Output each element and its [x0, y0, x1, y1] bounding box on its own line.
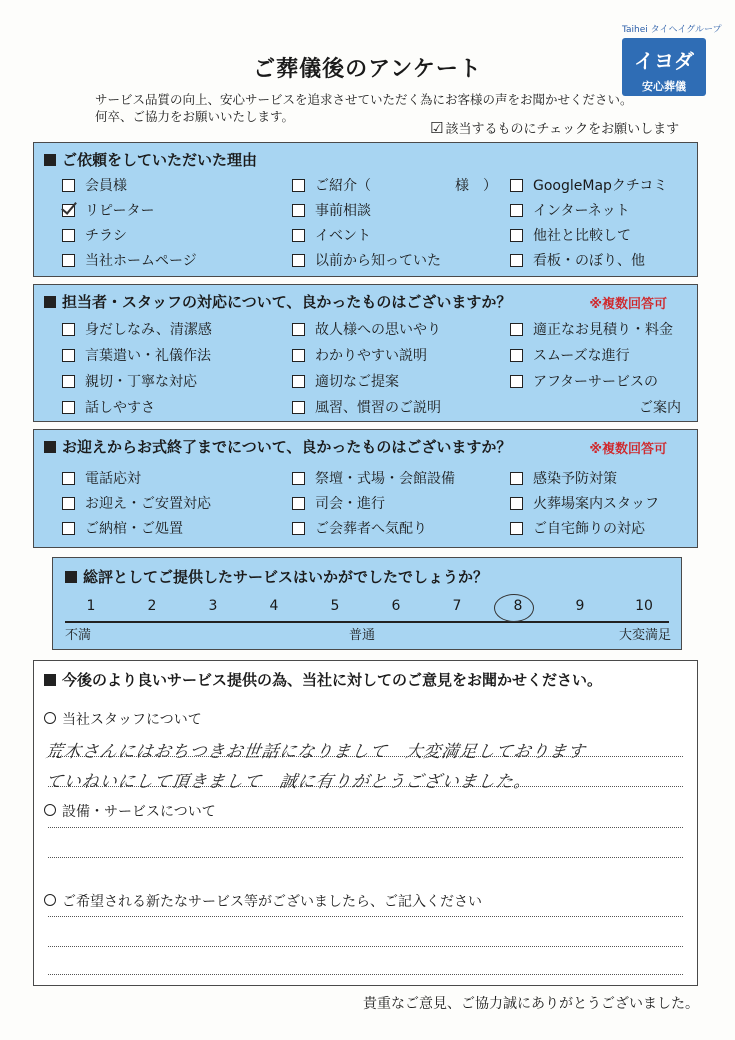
write-line[interactable]	[48, 974, 683, 975]
reason-heading: ご依頼をしていただいた理由	[44, 149, 257, 170]
checkbox[interactable]	[292, 323, 305, 336]
option-preconsult[interactable]: 事前相談	[292, 200, 371, 220]
option-appearance[interactable]: 身だしなみ、清潔感	[62, 319, 212, 339]
option-event[interactable]: イベント	[292, 225, 371, 245]
ceremony-heading: お迎えからお式終了までについて、良かったものはございますか？	[44, 436, 511, 457]
brand-logo	[622, 22, 722, 96]
checkbox[interactable]	[62, 229, 75, 242]
square-bullet-icon	[44, 674, 56, 686]
handwritten-comment-line-2: ていねいにして頂きまして 誠に有りがとうございました。	[44, 772, 534, 792]
rating-low-label: 不満	[65, 628, 92, 643]
square-bullet-icon	[44, 441, 56, 453]
option-mc[interactable]: 司会・進行	[292, 493, 385, 513]
brand-sub: 安心葬儀	[642, 80, 686, 93]
checkbox[interactable]	[510, 472, 523, 485]
option-member[interactable]: 会員様	[62, 175, 127, 195]
checkbox[interactable]	[62, 522, 75, 535]
option-customs[interactable]: 風習、慣習のご説明	[292, 397, 441, 417]
checkbox[interactable]	[292, 229, 305, 242]
multiple-answer-note: ※複数回答可	[589, 297, 667, 312]
write-line[interactable]	[48, 916, 683, 917]
write-line[interactable]	[48, 857, 683, 858]
checkbox[interactable]	[62, 401, 75, 414]
rating-panel	[52, 557, 682, 650]
reason-panel	[33, 142, 698, 277]
staff-heading: 担当者・スタッフの対応について、良かったものはございますか？	[44, 291, 511, 312]
circle-bullet-icon	[44, 804, 56, 816]
checkbox[interactable]	[62, 349, 75, 362]
checkbox[interactable]	[62, 497, 75, 510]
page-title: ご葬儀後のアンケート	[253, 57, 482, 82]
checkbox[interactable]	[510, 323, 523, 336]
option-proposal[interactable]: 適切なご提案	[292, 371, 399, 391]
checkbox[interactable]	[292, 401, 305, 414]
checkbox[interactable]	[510, 179, 523, 192]
checkbox[interactable]	[292, 254, 305, 267]
option-easy-talk[interactable]: 話しやすさ	[62, 397, 155, 417]
brand-group: Taihei タイヘイグループ	[622, 25, 722, 35]
checkbox[interactable]	[510, 204, 523, 217]
circle-bullet-icon	[44, 712, 56, 724]
option-knew-before[interactable]: 以前から知っていた	[292, 250, 441, 270]
write-line[interactable]	[48, 827, 683, 828]
checkbox[interactable]	[292, 375, 305, 388]
rating-option-3[interactable]: 3	[208, 598, 218, 614]
option-clear-explanation[interactable]: わかりやすい説明	[292, 345, 427, 365]
option-homepage[interactable]: 当社ホームページ	[62, 250, 197, 270]
check-instruction-text: 該当するものにチェックをお願いします	[445, 122, 680, 137]
option-home-decor[interactable]: ご自宅飾りの対応	[510, 518, 645, 538]
thank-you-footer: 貴重なご意見、ご協力誠にありがとうございました。	[363, 996, 699, 1012]
brand-badge	[622, 38, 706, 96]
rating-scale-line	[65, 621, 669, 623]
option-internet[interactable]: インターネット	[510, 200, 630, 220]
option-attendees[interactable]: ご会葬者へ気配り	[292, 518, 427, 538]
square-bullet-icon	[44, 154, 56, 166]
option-pickup[interactable]: お迎え・ご安置対応	[62, 493, 211, 513]
staff-comment-label: 当社スタッフについて	[44, 709, 202, 729]
handwritten-comment-line-1: 荒木さんにはおちつきお世話になりまして 大変満足しております	[44, 742, 587, 762]
rating-option-5[interactable]: 5	[330, 598, 340, 614]
option-manners[interactable]: 言葉遣い・礼儀作法	[62, 345, 211, 365]
checkbox[interactable]	[62, 254, 75, 267]
square-bullet-icon	[65, 571, 77, 583]
option-encoffin[interactable]: ご納棺・ご処置	[62, 518, 183, 538]
checkbox[interactable]	[292, 179, 305, 192]
intro-line-2: 何卒、ご協力をお願いいたします。	[95, 109, 295, 124]
rating-heading: 総評としてご提供したサービスはいかがでしたでしょうか？	[65, 566, 488, 587]
checkbox-checked[interactable]	[62, 204, 75, 217]
multiple-answer-note: ※複数回答可	[589, 442, 667, 457]
option-smooth-progress[interactable]: スムーズな進行	[510, 345, 630, 365]
rating-option-6[interactable]: 6	[391, 598, 401, 614]
rating-option-1[interactable]: 1	[86, 598, 96, 614]
rating-option-4[interactable]: 4	[269, 598, 279, 614]
rating-option-9[interactable]: 9	[575, 598, 585, 614]
rating-mid-label: 普通	[349, 628, 376, 643]
rating-option-7[interactable]: 7	[452, 598, 462, 614]
selected-score-circle	[494, 594, 534, 622]
option-compared[interactable]: 他社と比較して	[510, 225, 631, 245]
write-line[interactable]	[48, 946, 683, 947]
checkbox[interactable]	[510, 229, 523, 242]
option-referral[interactable]: ご紹介（ 様 ）	[292, 175, 497, 195]
brand-name: イヨダ	[634, 49, 694, 73]
rating-option-10[interactable]: 10	[635, 598, 653, 614]
option-fair-price[interactable]: 適正なお見積り・料金	[510, 319, 673, 339]
checkbox[interactable]	[292, 497, 305, 510]
option-crematorium[interactable]: 火葬場案内スタッフ	[510, 493, 659, 513]
option-phone[interactable]: 電話応対	[62, 468, 141, 488]
comments-panel	[33, 660, 698, 986]
option-facility[interactable]: 祭壇・式場・会館設備	[292, 468, 455, 488]
checkbox[interactable]	[510, 254, 523, 267]
option-after-service[interactable]: アフターサービスの	[510, 371, 658, 391]
checkbox[interactable]	[292, 472, 305, 485]
checkbox[interactable]	[62, 472, 75, 485]
option-signboard[interactable]: 看板・のぼり、他	[510, 250, 645, 270]
staff-panel	[33, 284, 698, 422]
check-instruction	[430, 118, 679, 137]
square-bullet-icon	[44, 296, 56, 308]
rating-high-label: 大変満足	[618, 628, 671, 643]
option-flyer[interactable]: チラシ	[62, 225, 127, 245]
checkbox[interactable]	[62, 179, 75, 192]
checkbox[interactable]	[510, 349, 523, 362]
rating-option-8[interactable]: 8	[513, 598, 523, 614]
option-compassion[interactable]: 故人様への思いやり	[292, 319, 441, 339]
circle-bullet-icon	[44, 894, 56, 906]
intro-line-1: サービス品質の向上、安心サービスを追求させていただく為にお客様の声をお聞かせください。	[95, 92, 633, 107]
option-kindness[interactable]: 親切・丁寧な対応	[62, 371, 197, 391]
checkmark-icon: ☑	[430, 119, 444, 137]
checkbox[interactable]	[510, 522, 523, 535]
option-after-service-cont: ご案内	[639, 400, 681, 416]
option-googlemap[interactable]: GoogleMapクチコミ	[510, 175, 667, 195]
checkbox[interactable]	[292, 522, 305, 535]
checkbox[interactable]	[292, 349, 305, 362]
checkbox[interactable]	[510, 375, 523, 388]
checkbox[interactable]	[292, 204, 305, 217]
checkbox[interactable]	[62, 375, 75, 388]
rating-option-2[interactable]: 2	[147, 598, 157, 614]
wish-comment-label: ご希望される新たなサービス等がございましたら、ご記入ください	[44, 891, 482, 911]
option-infection[interactable]: 感染予防対策	[510, 468, 617, 488]
comments-heading: 今後のより良いサービス提供の為、当社に対してのご意見をお聞かせください。	[44, 669, 602, 690]
facility-comment-label: 設備・サービスについて	[44, 801, 216, 821]
ceremony-panel	[33, 429, 698, 548]
checkbox[interactable]	[62, 323, 75, 336]
option-repeater[interactable]: リピーター	[62, 200, 154, 220]
checkbox[interactable]	[510, 497, 523, 510]
